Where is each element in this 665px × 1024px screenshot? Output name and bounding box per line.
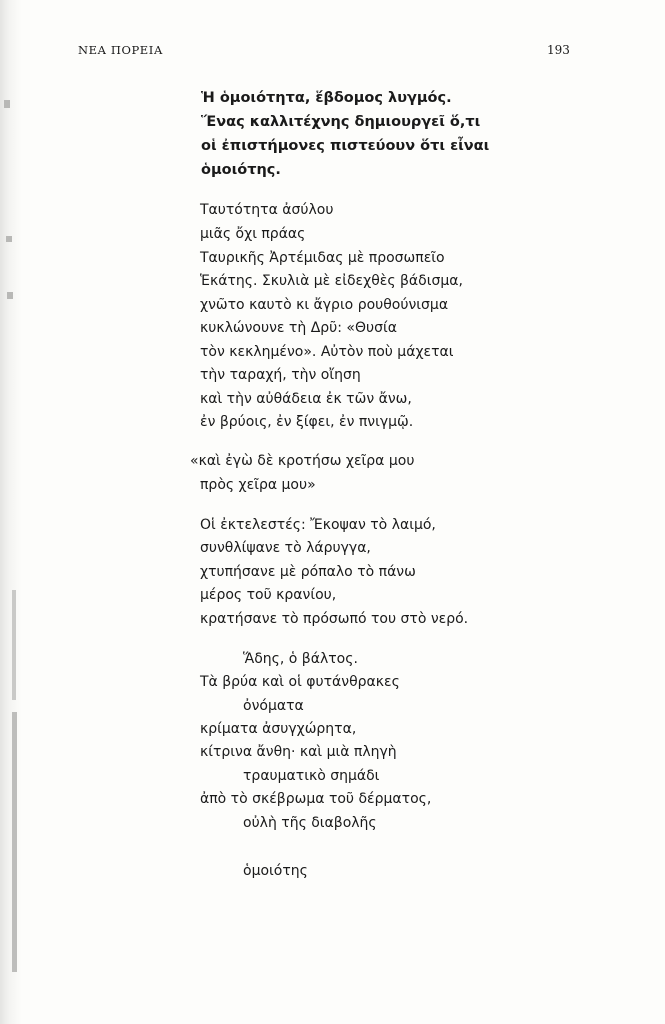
intro-line: Ἕνας καλλιτέχνης δημιουργεῖ ὅ,τι (201, 114, 481, 130)
edge-mark (12, 590, 16, 700)
page-binding-edge (0, 0, 22, 1024)
poem-line: καὶ τὴν αὐθάδεια ἐκ τῶν ἄνω, (200, 391, 412, 407)
poem-line: τραυματικὸ σημάδι (243, 768, 380, 784)
poem-line: χνῶτο καυτὸ κι ἄγριο ρουθούνισμα (200, 297, 449, 313)
poem-line: συνθλίψανε τὸ λάρυγγα, (200, 540, 371, 556)
intro-stanza (201, 86, 489, 182)
quote-line: «καὶ ἐγὼ δὲ κροτήσω χεῖρα μου (190, 453, 415, 469)
poem-line: μέρος τοῦ κρανίου, (200, 587, 337, 603)
closing-line: ὁμοιότης (243, 863, 308, 879)
intro-line: Ἡ ὁμοιότητα, ἕβδομος λυγμός. (201, 90, 452, 106)
poem-line: Τὰ βρύα καὶ οἱ φυτάνθρακες (200, 674, 400, 690)
poem-line: τὸν κεκλημένο». Αὐτὸν ποὺ μάχεται (200, 344, 454, 360)
poem-line: Ταυρικῆς Ἀρτέμιδας μὲ προσωπεῖο (200, 250, 445, 266)
poem-line: ἀπὸ τὸ σκέβρωμα τοῦ δέρματος, (200, 791, 432, 807)
poem-line: κίτρινα ἄνθη· καὶ μιὰ πληγὴ (200, 744, 397, 760)
quote-line: πρὸς χεῖρα μου» (200, 477, 316, 493)
poem-line: Ἅδης, ὁ βάλτος. (243, 651, 358, 667)
intro-line: οἱ ἐπιστήμονες πιστεύουν ὅτι εἶναι (201, 138, 490, 154)
poem-line: Ταυτότητα ἀσύλου (200, 202, 334, 218)
poem-line: μιᾶς ὄχι πράας (200, 226, 306, 242)
poem-line: τὴν ταραχή, τὴν οἴηση (200, 367, 361, 383)
edge-mark (7, 292, 13, 299)
page-number: 193 (547, 43, 570, 57)
edge-mark (12, 712, 17, 972)
poem-line: χτυπήσανε μὲ ρόπαλο τὸ πάνω (200, 564, 416, 580)
poem-line: Ἑκάτης. Σκυλιὰ μὲ εἰδεχθὲς βάδισμα, (200, 273, 463, 289)
poem-line: κρατήσανε τὸ πρόσωπό του στὸ νερό. (200, 611, 469, 627)
intro-line: ὁμοιότης. (201, 162, 281, 178)
edge-mark (4, 100, 10, 108)
poem-line: ἐν βρύοις, ἐν ξίφει, ἐν πνιγμῷ. (200, 414, 414, 430)
running-header-title: ΝΕΑ ΠΟΡΕΙΑ (78, 43, 163, 57)
edge-mark (6, 236, 12, 242)
poem-line: ὀνόματα (243, 698, 304, 714)
poem-line: οὐλὴ τῆς διαβολῆς (243, 815, 377, 831)
poem-line: κρίματα ἀσυγχώρητα, (200, 721, 357, 737)
poem-line: Οἱ ἐκτελεστές: Ἔκοψαν τὸ λαιμό, (200, 517, 436, 533)
poem-line: κυκλώνουνε τὴ Δρῦ: «Θυσία (200, 320, 397, 336)
